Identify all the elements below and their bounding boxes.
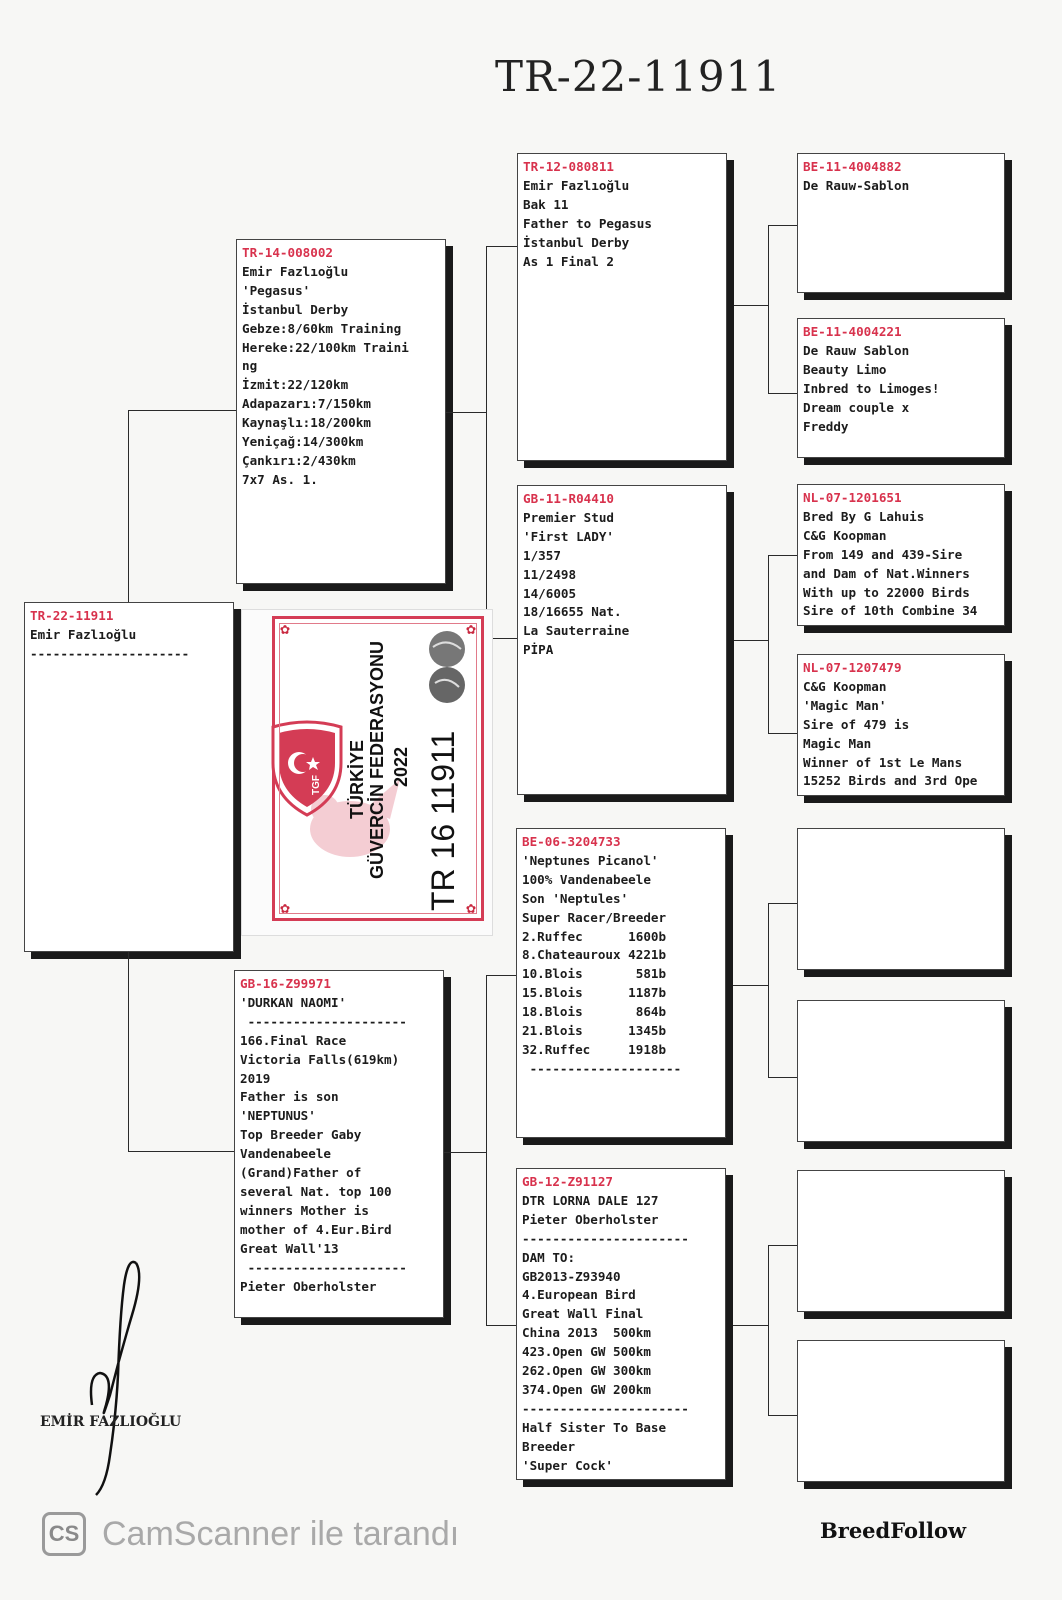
pedigree-line: Emir Fazlıoğlu bbox=[30, 626, 137, 642]
ring-number: GB-16-Z99971 bbox=[240, 976, 331, 991]
org-name-line1: TÜRKİYE bbox=[347, 739, 367, 819]
pedigree-line: De Rauw Sablon bbox=[803, 342, 910, 358]
ring-number: TR-22-11911 bbox=[30, 608, 114, 623]
ggp-box-8 bbox=[797, 1340, 1005, 1482]
pedigree-line: 'Pegasus' bbox=[242, 282, 311, 298]
pedigree-line: DAM TO: bbox=[522, 1249, 576, 1265]
connector bbox=[768, 1245, 769, 1415]
ring-number: BE-11-4004882 bbox=[803, 159, 902, 174]
pedigree-line: Pieter Oberholster bbox=[240, 1278, 377, 1294]
ring-number: NL-07-1201651 bbox=[803, 490, 902, 505]
pedigree-line: Son 'Neptules' bbox=[522, 890, 629, 906]
pedigree-line: 21.Blois 1345b bbox=[522, 1023, 667, 1039]
pedigree-line: 'NEPTUNUS' bbox=[240, 1108, 316, 1124]
camscanner-watermark bbox=[42, 1512, 459, 1556]
ring-number: TR-12-080811 bbox=[523, 159, 614, 174]
corner-ornament-icon: ✿ bbox=[466, 619, 476, 638]
pedigree-line: 'Super Cock' bbox=[522, 1457, 613, 1473]
pedigree-line: 18/16655 Nat. bbox=[523, 604, 622, 620]
connector bbox=[733, 985, 768, 986]
connector bbox=[734, 305, 768, 306]
connector bbox=[768, 1077, 797, 1078]
pedigree-line: Father to Pegasus bbox=[523, 215, 652, 231]
pedigree-line: 14/6005 bbox=[523, 585, 577, 601]
org-name-line2: GÜVERCİN FEDERASYONU bbox=[367, 640, 387, 879]
pedigree-line: 15252 Birds and 3rd Ope bbox=[803, 773, 978, 789]
pedigree-line: Emir Fazlıoğlu bbox=[523, 177, 630, 193]
pedigree-line: Inbred to Limoges! bbox=[803, 380, 940, 396]
pedigree-line: 4.European Bird bbox=[522, 1287, 636, 1303]
ring-number: GB-12-Z91127 bbox=[522, 1174, 613, 1189]
pedigree-line: --------------------- bbox=[240, 1013, 407, 1029]
pedigree-line: --------------------- bbox=[30, 645, 190, 661]
pedigree-line: 'First LADY' bbox=[523, 528, 614, 544]
ring-number: GB-11-R04410 bbox=[523, 491, 614, 506]
pedigree-line: 100% Vandenabeele bbox=[522, 871, 651, 887]
tgf-shield-icon bbox=[263, 719, 351, 819]
sire-dam-box bbox=[517, 485, 727, 795]
pigeon-watermark-icon bbox=[295, 769, 405, 879]
connector bbox=[486, 975, 516, 976]
pedigree-line: 7x7 As. 1. bbox=[242, 471, 318, 487]
pedigree-line: Victoria Falls(619km) bbox=[240, 1051, 400, 1067]
pedigree-line: ng bbox=[242, 358, 258, 374]
pedigree-line: Great Wall'13 bbox=[240, 1240, 339, 1256]
pedigree-line: 262.Open GW 300km bbox=[522, 1363, 651, 1379]
pedigree-line: GB2013-Z93940 bbox=[522, 1268, 621, 1284]
connector bbox=[768, 555, 797, 556]
page-title: TR-22-11911 bbox=[495, 52, 782, 101]
pedigree-line: From 149 and 439-Sire bbox=[803, 546, 963, 562]
connector bbox=[486, 246, 487, 638]
connector bbox=[128, 410, 236, 411]
dam-box bbox=[234, 970, 444, 1318]
pedigree-line: Vandenabeele bbox=[240, 1146, 331, 1162]
dam-sire-box bbox=[516, 828, 726, 1138]
pedigree-line: Winner of 1st Le Mans bbox=[803, 754, 963, 770]
pedigree-line: 32.Ruffec 1918b bbox=[522, 1041, 667, 1057]
pedigree-line: Çankırı:2/430km bbox=[242, 452, 356, 468]
pedigree-line: 1/357 bbox=[523, 547, 561, 563]
pedigree-line: İstanbul Derby bbox=[523, 234, 630, 250]
connector bbox=[768, 555, 769, 733]
pedigree-line: China 2013 500km bbox=[522, 1325, 651, 1341]
connector bbox=[768, 733, 797, 734]
corner-ornament-icon: ✿ bbox=[466, 898, 476, 917]
pedigree-line: 2019 bbox=[240, 1070, 271, 1086]
pedigree-line: Pieter Oberholster bbox=[522, 1211, 659, 1227]
pedigree-line: 11/2498 bbox=[523, 566, 577, 582]
ggp-box-6 bbox=[797, 1000, 1005, 1142]
camscanner-text: CamScanner ile tarandı bbox=[102, 1514, 460, 1553]
pedigree-line: 10.Blois 581b bbox=[522, 966, 667, 982]
pedigree-line: Half Sister To Base bbox=[522, 1419, 667, 1435]
camscanner-logo-icon: CS bbox=[42, 1512, 86, 1556]
pedigree-line: 2.Ruffec 1600b bbox=[522, 928, 667, 944]
pedigree-line: Father is son bbox=[240, 1089, 339, 1105]
connector bbox=[128, 952, 129, 1152]
pedigree-line: Bak 11 bbox=[523, 196, 569, 212]
pedigree-line: 'Magic Man' bbox=[803, 697, 887, 713]
connector bbox=[768, 225, 769, 393]
connector bbox=[768, 1245, 797, 1246]
pedigree-line: Emir Fazlıoğlu bbox=[242, 263, 349, 279]
pedigree-line: Great Wall Final bbox=[522, 1306, 644, 1322]
pedigree-line: C&G Koopman bbox=[803, 527, 887, 543]
globe-logo-icon bbox=[425, 627, 469, 707]
pedigree-line: Dream couple x bbox=[803, 399, 910, 415]
pedigree-line: DTR LORNA DALE 127 bbox=[522, 1192, 659, 1208]
pedigree-line: Sire of 479 is bbox=[803, 716, 910, 732]
connector bbox=[768, 393, 797, 394]
connector bbox=[768, 1415, 797, 1416]
pedigree-line: -------------------- bbox=[522, 1060, 682, 1076]
pedigree-line: İstanbul Derby bbox=[242, 301, 349, 317]
pedigree-line: Freddy bbox=[803, 418, 849, 434]
pedigree-line: 'Neptunes Picanol' bbox=[522, 852, 659, 868]
pedigree-line: Top Breeder Gaby bbox=[240, 1127, 362, 1143]
pedigree-line: Beauty Limo bbox=[803, 361, 887, 377]
connector bbox=[486, 975, 487, 1325]
sire-box bbox=[236, 239, 446, 584]
pedigree-line: 423.Open GW 500km bbox=[522, 1344, 651, 1360]
ggp-box-5 bbox=[797, 828, 1005, 970]
pedigree-line: PİPA bbox=[523, 642, 554, 658]
connector bbox=[486, 246, 517, 247]
pedigree-line: With up to 22000 Birds bbox=[803, 584, 970, 600]
corner-ornament-icon: ✿ bbox=[280, 898, 290, 917]
pedigree-line: As 1 Final 2 bbox=[523, 253, 614, 269]
pedigree-line: Hereke:22/100km Traini bbox=[242, 339, 409, 355]
pedigree-line: 15.Blois 1187b bbox=[522, 985, 667, 1001]
subject-box bbox=[24, 602, 234, 952]
ring-card bbox=[242, 610, 492, 935]
pedigree-line: Magic Man bbox=[803, 735, 872, 751]
pedigree-line: (Grand)Father of bbox=[240, 1165, 362, 1181]
pedigree-line: several Nat. top 100 bbox=[240, 1183, 392, 1199]
pedigree-line: 374.Open GW 200km bbox=[522, 1381, 651, 1397]
pedigree-line: --------------------- bbox=[240, 1259, 407, 1275]
pedigree-line: De Rauw-Sablon bbox=[803, 177, 910, 193]
emblem-text: TGF bbox=[311, 775, 322, 795]
signature-name: EMİR FAZLIOĞLU bbox=[40, 1414, 182, 1430]
pedigree-line: Gebze:8/60km Training bbox=[242, 320, 402, 336]
ring-number: BE-06-3204733 bbox=[522, 834, 621, 849]
ring-year: 2022 bbox=[391, 746, 411, 787]
pedigree-line: mother of 4.Eur.Bird bbox=[240, 1221, 392, 1237]
connector bbox=[768, 225, 797, 226]
connector bbox=[734, 640, 768, 641]
pedigree-line: C&G Koopman bbox=[803, 678, 887, 694]
pedigree-line: 166.Final Race bbox=[240, 1032, 347, 1048]
ggp-box-3 bbox=[797, 484, 1005, 626]
brand-name: BreedFollow bbox=[820, 1518, 967, 1543]
pedigree-line: 'DURKAN NAOMI' bbox=[240, 994, 347, 1010]
ggp-box-4 bbox=[797, 654, 1005, 796]
pedigree-line: ---------------------- bbox=[522, 1230, 689, 1246]
ring-number: TR-14-008002 bbox=[242, 245, 333, 260]
ring-number: BE-11-4004221 bbox=[803, 324, 902, 339]
ring-number: TR 16 11911 bbox=[425, 730, 461, 911]
dam-dam-box bbox=[516, 1168, 726, 1480]
ggp-box-2 bbox=[797, 318, 1005, 458]
pedigree-line: 8.Chateauroux 4221b bbox=[522, 947, 667, 963]
connector bbox=[768, 903, 769, 1077]
pedigree-line: La Sauterraine bbox=[523, 623, 630, 639]
pedigree-line: Super Racer/Breeder bbox=[522, 909, 667, 925]
signature-icon bbox=[40, 1255, 180, 1505]
ggp-box-7 bbox=[797, 1170, 1005, 1312]
pedigree-line: Sire of 10th Combine 34 bbox=[803, 603, 978, 619]
pedigree-line: İzmit:22/120km bbox=[242, 377, 349, 393]
pedigree-line: winners Mother is bbox=[240, 1202, 369, 1218]
pedigree-line: Adapazarı:7/150km bbox=[242, 396, 371, 412]
pedigree-line: Yeniçağ:14/300km bbox=[242, 434, 364, 450]
pedigree-line: Premier Stud bbox=[523, 509, 614, 525]
pedigree-line: and Dam of Nat.Winners bbox=[803, 565, 970, 581]
ring-number: NL-07-1207479 bbox=[803, 660, 902, 675]
ring-card-frame bbox=[272, 616, 484, 921]
connector bbox=[733, 1325, 768, 1326]
connector bbox=[768, 903, 797, 904]
corner-ornament-icon: ✿ bbox=[280, 619, 290, 638]
sire-sire-box bbox=[517, 153, 727, 461]
connector bbox=[444, 1152, 486, 1153]
pedigree-line: Kaynaşlı:18/200km bbox=[242, 415, 371, 431]
connector bbox=[128, 410, 129, 602]
pedigree-line: 18.Blois 864b bbox=[522, 1004, 667, 1020]
ggp-box-1 bbox=[797, 153, 1005, 293]
connector bbox=[128, 1151, 234, 1152]
pedigree-line: Bred By G Lahuis bbox=[803, 508, 925, 524]
connector bbox=[486, 1325, 516, 1326]
pedigree-line: ---------------------- bbox=[522, 1400, 689, 1416]
pedigree-line: Breeder bbox=[522, 1438, 576, 1454]
connector bbox=[446, 412, 486, 413]
